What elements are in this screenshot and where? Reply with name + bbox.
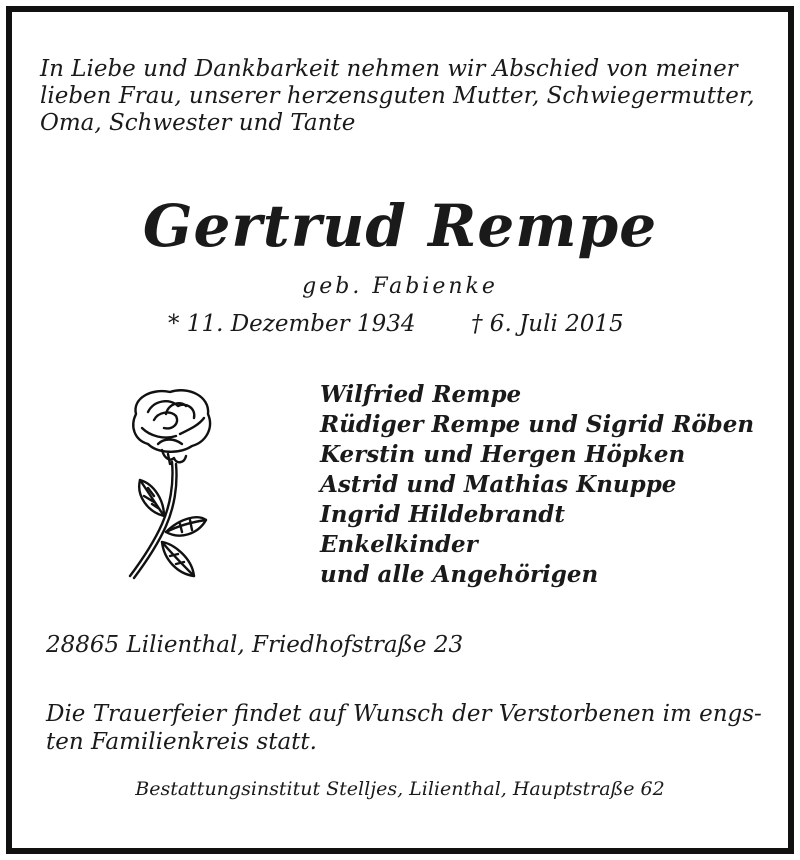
funeral-home: Bestattungsinstitut Stelljes, Lilienthal, Hauptstraße 62 [135,778,665,800]
maiden-name: geb. Fabienke [302,274,498,299]
family-address: 28865 Lilienthal, Friedhofstraße 23 [46,632,464,658]
list-item: und alle Angehörigen [320,561,599,588]
rose-icon [118,384,228,584]
list-item: Kerstin und Hergen Höpken [320,441,686,468]
list-item: Wilfried Rempe [320,381,522,408]
funeral-notice [46,700,766,756]
list-item: Enkelkinder [320,531,478,558]
death-date: † 6. Juli 2015 [471,311,624,337]
notice-line: Die Trauerfeier findet auf Wunsch der Verstorbenen im engs- [46,701,762,727]
deceased-name: Gertrud Rempe [142,192,658,260]
intro-line: Oma, Schwester und Tante [40,110,356,136]
intro-line: In Liebe und Dankbarkeit nehmen wir Abschied von meiner [40,56,738,82]
list-item: Ingrid Hildebrandt [320,501,565,528]
intro-text [40,56,760,137]
intro-line: lieben Frau, unserer herzensguten Mutter, Schwiegermutter, [40,83,755,109]
notice-line: ten Familienkreis statt. [46,729,317,755]
list-item: Astrid und Mathias Knuppe [320,471,677,498]
mourner-list [320,380,754,590]
birth-date: * 11. Dezember 1934 [168,311,416,337]
list-item: Rüdiger Rempe und Sigrid Röben [320,411,755,438]
